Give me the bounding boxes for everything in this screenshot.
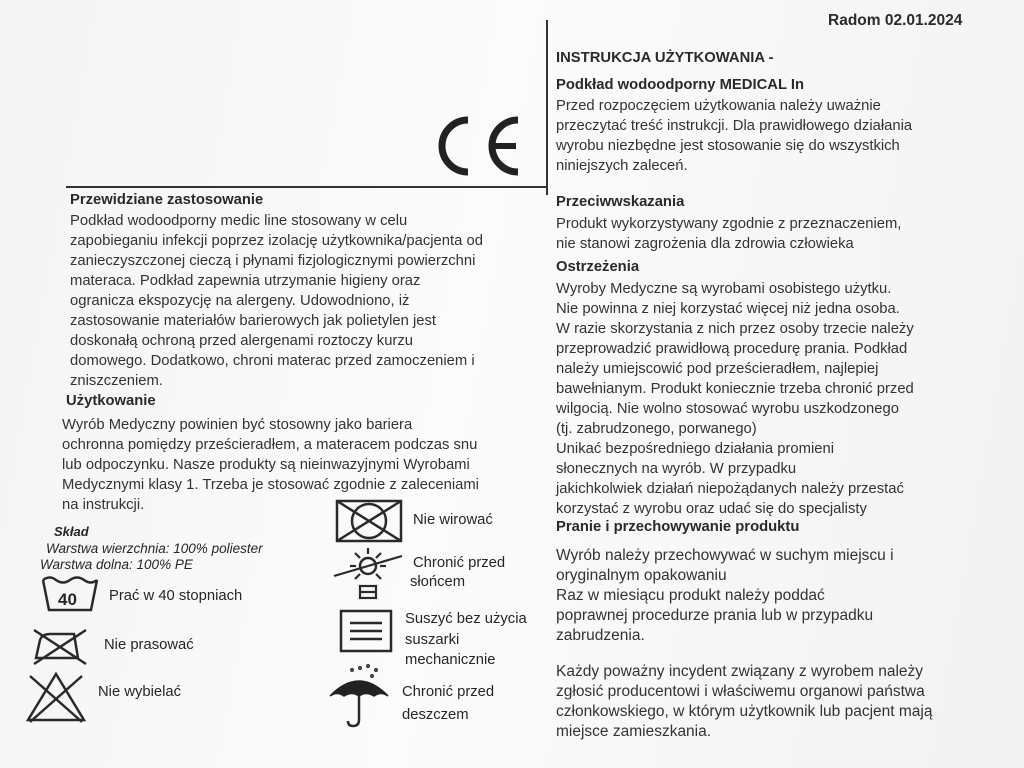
date-label: Radom 02.01.2024 [828,12,963,29]
no-spin-label: Nie wirować [413,512,493,528]
incident-report-text: Każdy poważny incydent związany z wyrobem należy zgłosić producentowi i właściwemu organowi państwa członkowskiego, w którym użytkownik lub pacjent mają miejsce zamieszkania. [556,663,933,740]
divider-vertical [546,20,548,195]
rain-protect-label-2: deszczem [402,707,469,723]
rain-protect-label-1: Chronić przed [402,684,495,700]
line-dry-icon [338,608,394,654]
wash-label: Prać w 40 stopniach [109,588,243,604]
umbrella-icon [326,662,392,728]
ce-mark-icon [432,110,522,182]
sun-protect-label-1: Chronić przed [413,555,506,571]
contraindications-text: Produkt wykorzystywany zgodnie z przeznaczeniem, nie stanowi zagrożenia dla zdrowia człowieka [556,216,902,252]
product-name: Podkład wodoodporny MEDICAL In [556,77,804,93]
sun-protect-label-2: słońcem [410,574,466,590]
usage-text: Wyrób Medyczny powinien być stosowny jako bariera ochronna pomiędzy prześcieradłem, a materacem podczas snu lub odpoczynku. Nasze produkty są nieinwazyjnymi Wyrobami Medycznymi klasy 1. Trzeba je stosować zgodnie z zaleceniami na instrukcji. [62,417,479,513]
instruction-title: INSTRUKCJA UŻYTKOWANIA - [556,50,774,66]
dry-label-1: Suszyć bez użycia [405,611,527,627]
contraindications-heading: Przeciwwskazania [556,194,685,210]
dry-label-2: suszarki [405,632,460,648]
sun-protect-icon [332,546,404,600]
intro-text: Przed rozpoczęciem użytkowania należy uważnie przeczytać treść instrukcji. Dla prawidłowego działania wyrobu niezbędne jest stosowanie się do wszystkich niniejszych zaleceń. [556,98,913,174]
no-iron-icon [30,626,90,666]
composition-top-layer: Warstwa wierzchnia: 100% poliester [46,541,263,556]
warnings-heading: Ostrzeżenia [556,259,640,275]
washing-storage-heading: Pranie i przechowywanie produktu [556,519,800,535]
washing-storage-text: Wyrób należy przechowywać w suchym miejscu i oryginalnym opakowaniu Raz w miesiącu produkt należy poddać poprawnej procedurze prania lub w przypadku zabrudzenia. [556,547,894,644]
warnings-text: Wyroby Medyczne są wyrobami osobistego użytku. Nie powinna z niej korzystać więcej niż jedna osoba. W razie skorzystania z nich przez osoby trzecie należy przeprowadzić prawidłową procedurę prania. Podkład należy umiejscowić pod prześcieradłem, najlepiej bawełnianym. Produkt koniecznie trzeba chronić przed wilgocią. Nie wolno stosować wyrobu uszkodzonego (tj. zabrudzonego, porwanego) Unikać bezpośredniego działania promieni słonecznych na wyrób. W przypadku jakichkolwiek działań niepożądanych należy przestać korzystać z wyrobu oraz udać się do specjalisty [556,281,914,517]
usage-heading: Użytkowanie [66,393,156,409]
divider-horizontal [66,186,546,188]
no-bleach-label: Nie wybielać [98,684,182,700]
no-bleach-icon [24,670,88,724]
composition-bottom-layer: Warstwa dolna: 100% PE [40,557,193,572]
dry-label-3: mechanicznie [405,652,496,668]
intended-use-heading: Przewidziane zastosowanie [70,192,264,208]
no-iron-label: Nie prasować [104,637,194,653]
no-spin-icon [334,498,404,544]
intended-use-text: Podkład wodoodporny medic line stosowany w celu zapobieganiu infekcji poprzez izolację użytkownika/pacjenta od zanieczyszczonej cieczą i płynami fizjologicznymi powierzchni materaca. Podkład zapewnia utrzymanie higieny oraz ogranicza ekspozycję na alergeny. Udowodniono, iż zastosowanie materiałów barierowych jak polietylen jest doskonałą ochroną przed alergenami roztoczy kurzu domowego. Dodatkowo, chroni materac przed zamoczeniem i zniszczeniem. [70,213,483,389]
wash-temperature: 40 [58,590,77,609]
composition-heading: Skład [54,524,89,539]
